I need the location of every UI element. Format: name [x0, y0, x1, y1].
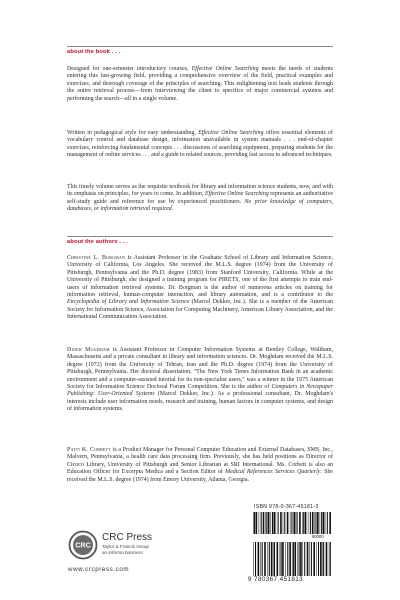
barcode-bar: [284, 512, 285, 534]
publisher-logo: [68, 530, 188, 586]
barcode-bar: [299, 512, 301, 534]
barcode-bar: [303, 512, 304, 534]
text-run: (Marcel Dekker, Inc.). As a professional consultant, Dr. Moghdam's interests include user information needs, research and training, human factors in computer systems, and design of information systems.: [67, 391, 333, 413]
barcode-bar: [271, 542, 273, 576]
barcode-bar: [296, 512, 297, 534]
barcode-bar: [315, 512, 316, 534]
barcode-bar: [276, 512, 277, 534]
barcode-bar: [278, 512, 279, 534]
barcode-bar: [289, 542, 291, 576]
isbn-number: ISBN 978-0-367-45181-3: [254, 504, 319, 510]
barcode-bar: [285, 542, 286, 576]
barcode-bar: [305, 512, 307, 534]
barcode-bar: [261, 512, 262, 534]
price-barcode-digits: 90000: [312, 534, 324, 539]
ean-barcode-digits: 9 780367 451813: [248, 576, 304, 583]
barcode-bar: [329, 512, 331, 534]
barcode-bar: [310, 512, 311, 534]
barcode-bar: [317, 542, 318, 576]
barcode-bar: [280, 512, 282, 534]
text-run: is a Product Manager for Personal Computer Education and External Databases, SMS, Inc., Malvern, Pennsylvania, a health care data processing firm. Previously, she has held positions as Director of Cicoco Library, University of Pittsburgh and Senior Librarian at SRI International. Ms. Corbett is also an Education Officer for Excerpta Medica and a Section Editor of: [67, 447, 333, 476]
author-corbett-bio: [67, 447, 333, 484]
barcode-bar: [264, 542, 266, 576]
barcode-bar: [316, 512, 317, 534]
barcode-bar: [323, 542, 324, 576]
text-run: Designed for one-semester introductory courses,: [67, 66, 192, 72]
header-rule: [67, 46, 333, 47]
barcode-bar: [297, 542, 298, 576]
logo-letters: CRC: [75, 540, 91, 550]
barcode-bar: [277, 542, 279, 576]
barcode-bar: [274, 512, 276, 534]
book-title-italic: Effective Online Searching: [198, 130, 264, 136]
barcode-bar: [287, 542, 288, 576]
about-authors-label: about the authors . . .: [67, 239, 128, 245]
barcode-bar: [300, 542, 302, 576]
barcode-bar: [290, 512, 291, 534]
price-barcode: [252, 512, 332, 534]
barcode-bar: [299, 542, 300, 576]
publisher-url: www.crcpress.com: [68, 566, 130, 573]
text-run: Written in pedagogical style for easy understanding,: [67, 130, 199, 136]
barcode-bar: [297, 512, 298, 534]
barcode-bar: [280, 542, 281, 576]
barcode-bar: [283, 512, 284, 534]
barcode-bar: [293, 542, 294, 576]
barcode-bar: [274, 542, 275, 576]
barcode-bar: [330, 542, 331, 576]
author-borgman-bio: [67, 255, 333, 322]
barcode-bar: [307, 542, 309, 576]
barcode-bar: [320, 512, 321, 534]
work-title-italic: Encyclopedia of Library and Information Science: [67, 299, 190, 306]
barcode-bar: [272, 512, 273, 534]
barcode-bar: [325, 512, 326, 534]
text-run: (Marcel Dekker, Inc.). She is a member of the American Society for Information Science, Association for Computing Machinery, American Library Association, and the International Communication Association.: [67, 299, 333, 321]
barcode-bar: [292, 542, 293, 576]
text-run: is Assistant Professor in Computer Information Systems at Bentley College, Waltham, Massachusetts and a private consultant in library and information sciences. Dr. Moghdam received the M.L.S. degree (1972) from the University of Tehran, Iran and the Ph.D. degree (1974) from the University of Pittsburgh, Pennsylvania. Her doctoral dissertation, "The New York Times Information Bank in an academic environment and a computer-assisted tutorial for its non-specialist users," was a winner in the 1975 American Society for Information Science Doctoral Forum Competition. She is the author of: [67, 347, 333, 391]
book-title-italic: Effective Online Searching: [204, 191, 269, 198]
barcode-bar: [268, 512, 270, 534]
text-run: is Assistant Professor in the Graduate School of Library and Information Science, University of California, Los Angeles. She received the M.L.S. degree (1974) from the University of Pittsburgh, Pennsylvania and the Ph.D. degree (1983) from Stanford University, California. While at the University of Pittsburgh, she designed a training program for PIRETS, one of the first attempts to train end-users of information retrieval systems. Dr. Borgman is the author of numerous articles on training for information retrieval, human-computer interaction, and library automation, and is a contributor to the: [67, 255, 333, 299]
author-name: Patti K. Corbett: [67, 447, 111, 453]
text-run: meets the needs of students entering this fast-growing field, providing a comprehensive overview of the field, practical examples and exercises, and thorough coverage of the principles of searching. This enlightening text leads students through the entire retrieval process—from interviewing the client to specifics of major commercial systems and performing the search—all in a single volume.: [67, 66, 333, 102]
barcode-bar: [260, 542, 261, 576]
work-title-italic: Medical References Services Quarterly: [225, 469, 321, 476]
author-moghdam-bio: [67, 347, 333, 414]
barcode-bar: [253, 542, 254, 576]
barcode-bar: [273, 542, 274, 576]
barcode-bar: [255, 542, 256, 576]
barcode-bar: [302, 512, 303, 534]
barcode-bar: [326, 542, 328, 576]
barcode-bar: [329, 542, 330, 576]
barcode-bar: [322, 542, 323, 576]
barcode-bar: [254, 512, 255, 534]
barcode-bar: [266, 512, 267, 534]
isbn-barcode-block: [246, 502, 336, 586]
barcode-bar: [291, 512, 292, 534]
barcode-bar: [312, 512, 314, 534]
about-book-label: about the book . . .: [67, 49, 121, 55]
barcode-bar: [270, 512, 271, 534]
text-run: offers essential elements of vocabulary control and database design, information unavailable in system manuals . . . end-of-chapter exercises, reinforcing fundamental concepts . . . discussions of searching equipment, preparing students for the management of online services . . . and a guide to related sources, providing fast access to advanced techniques.: [67, 130, 334, 159]
barcode-bar: [323, 512, 325, 534]
barcode-bar: [309, 542, 310, 576]
barcode-bar: [294, 542, 296, 576]
barcode-bar: [282, 542, 284, 576]
work-title-italic: Computers in Newspaper Publishing: User-Oriented Systems: [67, 384, 333, 398]
barcode-bar: [269, 542, 270, 576]
publisher-group: Taylor & Francis Group: [102, 544, 149, 549]
barcode-bar: [320, 542, 322, 576]
barcode-bar: [281, 542, 282, 576]
book-paragraph-3: [67, 184, 333, 214]
barcode-bar: [287, 512, 289, 534]
barcode-bar: [304, 542, 305, 576]
barcode-bar: [308, 512, 309, 534]
text-run: represents an authoritative self-study guide and reference for use by experienced practitioners.: [67, 191, 333, 205]
barcode-bar: [302, 542, 303, 576]
publisher-name: CRC Press: [102, 532, 153, 543]
ean-barcode: [252, 542, 332, 576]
barcode-bar: [321, 512, 322, 534]
barcode-bar: [256, 512, 258, 534]
barcode-bar: [267, 542, 268, 576]
text-run: This timely volume serves as the requisite textbook for library and information science students, now, and with its emphasis on principles, for years to come. In addition,: [67, 184, 333, 198]
book-title-italic: Effective Online Searching: [191, 66, 259, 72]
author-name: Dineh Moghdam: [67, 347, 110, 353]
barcode-bar: [318, 542, 319, 576]
note-italic: No prior knowledge of computers, databases, or information retrieval required.: [67, 198, 333, 213]
barcode-bar: [263, 512, 265, 534]
barcode-bar: [262, 542, 263, 576]
barcode-bar: [253, 512, 254, 534]
header-rule: [67, 236, 333, 237]
publisher-business: an informa business: [102, 550, 144, 555]
author-name: Christine L. Borgman: [67, 255, 126, 261]
barcode-bar: [327, 512, 328, 534]
barcode-bar: [259, 512, 260, 534]
book-paragraph-2: [67, 130, 333, 160]
barcode-bar: [313, 542, 315, 576]
crc-logo-icon: [68, 530, 98, 560]
barcode-bar: [265, 512, 266, 534]
text-run: . She received the M.L.S. degree (1974) from Emory University, Atlanta, Georgia.: [67, 469, 333, 483]
book-paragraph-1: [67, 66, 333, 103]
barcode-bar: [317, 512, 319, 534]
barcode-bar: [293, 512, 295, 534]
barcode-bar: [258, 542, 260, 576]
barcode-bar: [311, 542, 312, 576]
